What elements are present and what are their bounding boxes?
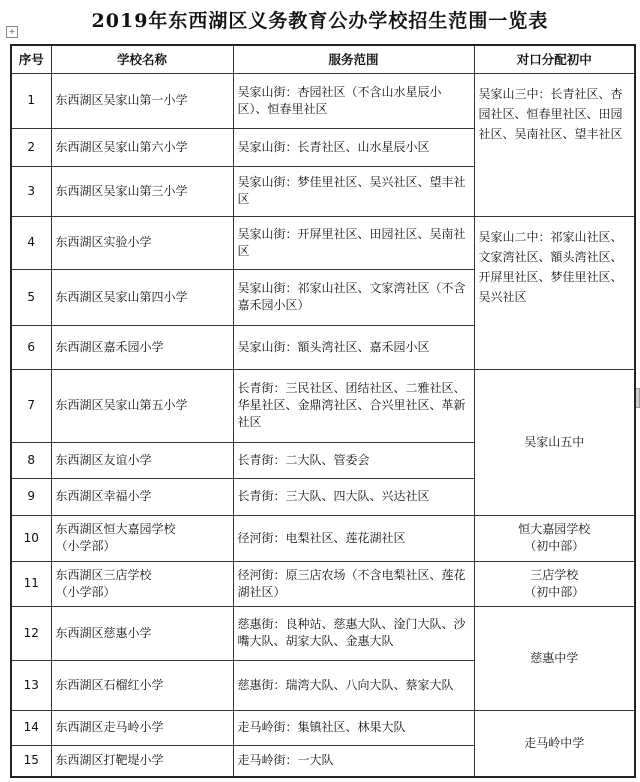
school-name: 东西湖区打靶堤小学: [51, 745, 233, 777]
row-no: 10: [11, 515, 51, 561]
table-row: [11, 606, 635, 660]
school-name: 东西湖区吴家山第四小学: [51, 269, 233, 325]
enrollment-table: [10, 44, 636, 778]
row-no: 3: [11, 166, 51, 216]
service-scope: 长青街：二大队、管委会: [233, 442, 474, 478]
table-row: [11, 515, 635, 561]
school-name-line2: （小学部）: [55, 539, 116, 553]
row-no: 15: [11, 745, 51, 777]
school-name: 东西湖区友谊小学: [51, 442, 233, 478]
service-scope: 走马岭街：一大队: [233, 745, 474, 777]
service-scope: 慈惠街：良种站、慈惠大队、淦门大队、沙嘴大队、胡家大队、金惠大队: [233, 606, 474, 660]
table-row: [11, 710, 635, 745]
service-scope: 吴家山街：額头湾社区、嘉禾园小区: [233, 325, 474, 369]
service-scope: 慈惠街：瑞湾大队、八向大队、蔡家大队: [233, 660, 474, 710]
table-row: [11, 561, 635, 606]
school-name-line1: 东西湖区恒大嘉园学校: [55, 522, 176, 536]
school-name: 东西湖区吴家山第一小学: [51, 73, 233, 128]
row-no: 4: [11, 216, 51, 269]
service-scope: 径河街：原三店农场（不含电梨社区、莲花湖社区）: [233, 561, 474, 606]
middle-school-hd: [474, 515, 635, 561]
page-title: 2019年东西湖区义务教育公办学校招生范围一览表: [91, 10, 549, 32]
row-no: 5: [11, 269, 51, 325]
school-name: 东西湖区吴家山第五小学: [51, 369, 233, 442]
school-name-line1: 东西湖区三店学校: [55, 567, 152, 582]
service-scope: 径河街：电梨社区、莲花湖社区: [233, 515, 474, 561]
header-school: 学校名称: [51, 45, 233, 73]
row-no: 6: [11, 325, 51, 369]
service-scope: 吴家山街：祁家山社区、文家湾社区（不含嘉禾园小区）: [233, 269, 474, 325]
resize-handle-icon[interactable]: +: [6, 26, 18, 38]
school-name: 东西湖区吴家山第三小学: [51, 166, 233, 216]
table-row: [11, 216, 635, 269]
row-no: 13: [11, 660, 51, 710]
school-name-line2: （小学部）: [55, 584, 116, 599]
school-name: 东西湖区吴家山第六小学: [51, 128, 233, 166]
middle-school-line2: （初中部）: [524, 539, 585, 553]
service-scope: 长青街：三大队、四大队、兴达社区: [233, 478, 474, 515]
middle-school-line2: （初中部）: [524, 584, 585, 599]
middle-school-line1: 三店学校: [530, 567, 579, 582]
row-no: 9: [11, 478, 51, 515]
row-no: 7: [11, 369, 51, 442]
middle-school-wjs5: 吴家山五中: [474, 369, 635, 515]
middle-school-wjs2: 吴家山二中：祁家山社区、文家湾社区、額头湾社区、开屏里社区、梦佳里社区、吴兴社区: [474, 216, 635, 369]
row-no: 1: [11, 73, 51, 128]
school-name: 东西湖区幸福小学: [51, 478, 233, 515]
header-no: 序号: [11, 45, 51, 73]
header-scope: 服务范围: [233, 45, 474, 73]
row-no: 2: [11, 128, 51, 166]
school-name: 东西湖区实验小学: [51, 216, 233, 269]
table-header-row: [11, 45, 635, 73]
school-name: [51, 515, 233, 561]
middle-school-line1: 恒大嘉园学校: [518, 522, 591, 536]
school-name: [51, 561, 233, 606]
service-scope: 吴家山街：杏园社区（不含山水星辰小区）、恒春里社区: [233, 73, 474, 128]
service-scope: 吴家山街：长青社区、山水星辰小区: [233, 128, 474, 166]
row-no: 14: [11, 710, 51, 745]
service-scope: 走马岭街：集镇社区、林果大队: [233, 710, 474, 745]
school-name: 东西湖区走马岭小学: [51, 710, 233, 745]
service-scope: 吴家山街：梦佳里社区、吴兴社区、望丰社区: [233, 166, 474, 216]
table-row: [11, 369, 635, 442]
row-no: 8: [11, 442, 51, 478]
school-name: 东西湖区慈惠小学: [51, 606, 233, 660]
school-name: 东西湖区石榴红小学: [51, 660, 233, 710]
row-no: 12: [11, 606, 51, 660]
table-row: [11, 73, 635, 128]
service-scope: 长青街：三民社区、团结社区、二雅社区、华星社区、金鼎湾社区、合兴里社区、革新社区: [233, 369, 474, 442]
service-scope: 吴家山街：开屏里社区、田园社区、吴南社区: [233, 216, 474, 269]
school-name: 东西湖区嘉禾园小学: [51, 325, 233, 369]
header-middle: 对口分配初中: [474, 45, 635, 73]
middle-school-zml: 走马岭中学: [474, 710, 635, 777]
middle-school-wjs3: 吴家山三中：长青社区、杏园社区、恒春里社区、田园社区、吴南社区、望丰社区: [474, 73, 635, 216]
row-no: 11: [11, 561, 51, 606]
middle-school-sd: [474, 561, 635, 606]
middle-school-chz: 慈惠中学: [474, 606, 635, 710]
